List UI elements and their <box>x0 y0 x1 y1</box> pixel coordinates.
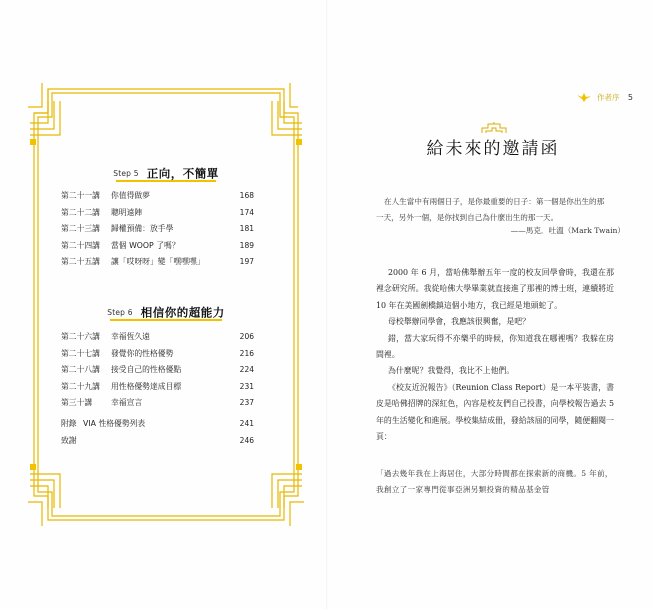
paragraph: 《校友近況報告》（Reunion Class Report）是一本平裝書，書皮是哈佛招牌的深紅色，內容是校友們自己投書，向學校報告過去 5 年的生活變化和進展。學校集結成冊，發給該屆的同學，隨便翻閱一頁： <box>376 382 614 442</box>
toc-entry[interactable] <box>61 433 254 450</box>
toc-entry[interactable] <box>61 395 254 412</box>
section-underline <box>110 319 222 321</box>
section-title: 相信你的超能力 <box>140 305 225 320</box>
page-number: 189 <box>239 240 254 250</box>
chapter-number: 第二十六講 <box>61 332 100 341</box>
chapter-title: 讓「哎呀呀」變「嘿嘿嘿」 <box>111 257 205 266</box>
running-header <box>597 92 633 103</box>
art-deco-frame <box>28 83 304 526</box>
toc-entry[interactable] <box>61 362 254 379</box>
paragraph: 母校舉辦同學會，我應該很興奮，是吧？ <box>388 317 531 327</box>
page-number: 246 <box>239 435 254 445</box>
page-number: 174 <box>239 207 254 217</box>
chapter-title: 用性格優勢達成目標 <box>111 381 182 391</box>
chapter-number: 第三十講 <box>61 398 93 407</box>
chapter-number: 第二十九講 <box>61 381 100 391</box>
toc-entry[interactable] <box>61 254 254 271</box>
step-label: Step 6 <box>107 308 133 317</box>
page-number: 224 <box>239 365 254 374</box>
toc-entry[interactable] <box>61 329 254 346</box>
page-number: 237 <box>239 398 254 407</box>
chapter-title: 幸福恆久遠 <box>111 332 150 341</box>
page-number: 241 <box>239 419 254 428</box>
chapter-title: 當個 WOOP 了嗎？ <box>111 240 180 250</box>
chapter-number: 第二十七講 <box>61 348 100 358</box>
body-text <box>376 265 614 445</box>
toc-entry[interactable] <box>61 188 254 205</box>
toc-entry[interactable] <box>61 416 254 433</box>
chapter-title: 發覺你的性格優勢 <box>111 348 174 358</box>
toc-entry[interactable] <box>61 379 254 396</box>
toc-entry[interactable] <box>61 205 254 222</box>
chapter-number: 第二十八講 <box>61 365 100 374</box>
chapter-number: 第二十一講 <box>61 191 100 200</box>
paragraph: 為什麼呢？我覺得，我比不上他們。 <box>388 366 515 376</box>
chapter-number: 第二十二講 <box>61 207 100 217</box>
chapter-number: 致謝 <box>61 435 77 445</box>
epigraph-quote: 在人生當中有兩個日子，是你最重要的日子：第一個是你出生的那一天，另外一個，是你找到自己為什麼出生的那一天。 <box>376 197 605 222</box>
chapter-title: 接受自己的性格優點 <box>111 365 182 374</box>
toc-appendix <box>61 416 254 449</box>
page-number: 197 <box>239 257 254 266</box>
chapter-title: 幸福宣言 <box>111 398 143 407</box>
quoted-letter: 「過去幾年我在上海居住，大部分時間都在探索新的商機。5 年前，我創立了一家專門從事亞洲另類投資的精品基金管 <box>376 469 613 494</box>
page-title: 給未來的邀請函 <box>426 139 560 159</box>
chapter-title: 你值得做夢 <box>111 191 150 200</box>
chapter-number: 第二十四講 <box>61 240 100 250</box>
chapter-title: 聰明遠陣 <box>111 207 143 217</box>
toc-entry[interactable] <box>61 221 254 238</box>
toc-entry[interactable] <box>61 238 254 255</box>
toc-entry[interactable] <box>61 346 254 363</box>
bird-icon <box>577 93 591 102</box>
epigraph-attribution: ——馬克．吐溫（Mark Twain） <box>510 226 625 235</box>
page-number: 206 <box>239 332 254 341</box>
paragraph: 錯，當大家玩得不亦樂乎的時候，你知道我在哪裡嗎？我躲在房間裡。 <box>376 333 614 360</box>
page-number: 216 <box>239 348 254 358</box>
toc-list <box>61 329 254 412</box>
chapter-number: 附錄 <box>61 419 77 428</box>
running-header-label: 作者序 <box>597 93 620 102</box>
page-number: 5 <box>627 93 633 102</box>
section-title: 正向，不簡單 <box>146 166 219 181</box>
paragraph: 2000 年 6 月，當哈佛舉辦五年一度的校友回學會時，我還在那裡念研究所。我從哈佛大學畢業就直接進了那裡的博士班，連續將近 10 年在美國劍橋鎮這個小地方，我已經是地頭蛇了。 <box>376 268 614 310</box>
page-number: 168 <box>239 191 254 200</box>
step-label: Step 5 <box>113 169 139 178</box>
chapter-number: 第二十三講 <box>61 224 100 233</box>
chapter-title: VIA 性格優勢列表 <box>83 419 146 428</box>
chapter-title: 歸權預備：放手學 <box>111 224 174 233</box>
section-underline <box>116 180 216 182</box>
page-number: 181 <box>239 224 254 233</box>
toc-list <box>61 188 254 271</box>
ornament-icon <box>480 122 508 134</box>
page-number: 231 <box>239 381 254 391</box>
chapter-number: 第二十五講 <box>61 257 100 266</box>
